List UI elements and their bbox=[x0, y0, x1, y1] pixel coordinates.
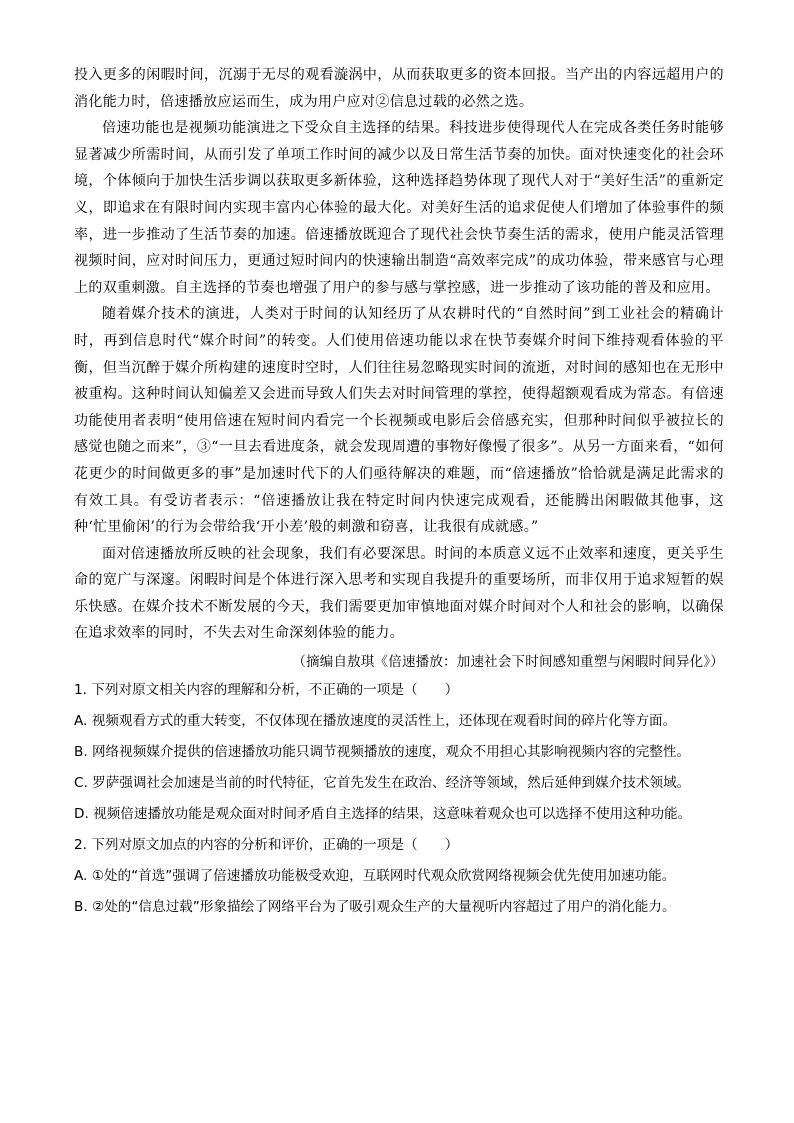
passage-paragraph: 随着媒介技术的演进，人类对于时间的认知经历了从农耕时代的“自然时间”到工业社会的精确计时，再到信息时代“媒介时间”的转变。人们使用倍速功能以求在快节奏媒介时间下维持观看体验的平衡，但当沉醉于媒介所构建的速度时空时，人们往往易忽略现实时间的流逝，对时间的感知也在无形中被重构。这种时间认知偏差又会进而导致人们失去对时间管理的掌控，使得超额观看成为常态。有倍速功能使用者表明“使用倍速在短时间内看完一个长视频或电影后会倍感充实，但那种时间似乎被拉长的感觉也随之而来”，③“一旦去看进度条，就会发现周遭的事物好像慢了很多”。从另一方面来看，“如何花更少的时间做更多的事”是加速时代下的人们亟待解决的难题，而“倍速播放”恰恰就是满足此需求的有效工具。有受访者表示：“倍速播放让我在特定时间内快速完成观看，还能腾出闲暇做其他事，这种‘忙里偷闲’的行为会带给我‘开小差’般的刺激和窃喜，让我很有成就感。” bbox=[74, 306, 724, 536]
passage-paragraph: 面对倍速播放所反映的社会现象，我们有必要深思。时间的本质意义远不止效率和速度，更关乎生命的宽广与深邃。闲暇时间是个体进行深入思考和实现自我提升的重要场所，而非仅用于追求短暂的娱乐快感。在媒介技术不断发展的今天，我们需要更加审慎地面对媒介时间对个人和社会的影响，以确保在追求效率的同时，不失去对生命深刻体验的能力。 bbox=[74, 545, 724, 642]
question-1-option-b: B. 网络视频媒介提供的倍速播放功能只调节视频播放的速度，观众不用担心其影响视频内容的完整性。 bbox=[74, 744, 691, 761]
question-2-option-a: A. ①处的“首选”强调了倍速播放功能极受欢迎，互联网时代观众欣赏网络视频会优先使用加速功能。 bbox=[74, 868, 676, 885]
question-section bbox=[74, 675, 724, 923]
question-1-stem: 1. 下列对原文相关内容的理解和分析，不正确的一项是（ ） bbox=[74, 682, 459, 699]
source-citation: （摘编自敖琪《倍速播放：加速社会下时间感知重塑与闲暇时间异化》） bbox=[292, 654, 724, 671]
reading-passage bbox=[74, 62, 724, 675]
question-2-stem: 2. 下列对原文加点的内容的分析和评价，正确的一项是（ ） bbox=[74, 837, 459, 854]
question-1-option-d: D. 视频倍速播放功能是观众面对时间矛盾自主选择的结果，这意味着观众也可以选择不使用这种功能。 bbox=[74, 806, 692, 823]
question-2-option-b: B. ②处的“信息过载”形象描绘了网络平台为了吸引观众生产的大量视听内容超过了用户的消化能力。 bbox=[74, 899, 676, 916]
document-page bbox=[74, 62, 724, 923]
passage-paragraph: 倍速功能也是视频功能演进之下受众自主选择的结果。科技进步使得现代人在完成各类任务时能够显著减少所需时间，从而引发了单项工作时间的减少以及日常生活节奏的加快。面对快速变化的社会环境，个体倾向于加快生活步调以获取更多新体验，这种选择趋势体现了现代人对于“美好生活”的重新定义，即追求在有限时间内实现丰富内心体验的最大化。对美好生活的追求促使人们增加了体验事件的频率，进一步推动了生活节奏的加速。倍速播放既迎合了现代社会快节奏生活的需求，使用户能灵活管理视频时间，应对时间压力，更通过短时间内的快速输出制造“高效率完成”的成功体验，带来感官与心理上的双重刺激。自主选择的节奏也增强了用户的参与感与掌控感，进一步推动了该功能的普及和应用。 bbox=[74, 120, 724, 296]
passage-paragraph: 投入更多的闲暇时间，沉溺于无尽的观看漩涡中，从而获取更多的资本回报。当产出的内容远超用户的消化能力时，倍速播放应运而生，成为用户应对②信息过载的必然之选。 bbox=[74, 67, 724, 110]
question-1-option-a: A. 视频观看方式的重大转变，不仅体现在播放速度的灵活性上，还体现在观看时间的碎片化等方面。 bbox=[74, 713, 677, 730]
question-1-option-c: C. 罗萨强调社会加速是当前的时代特征，它首先发生在政治、经济等领域，然后延伸到媒介技术领域。 bbox=[74, 775, 691, 792]
